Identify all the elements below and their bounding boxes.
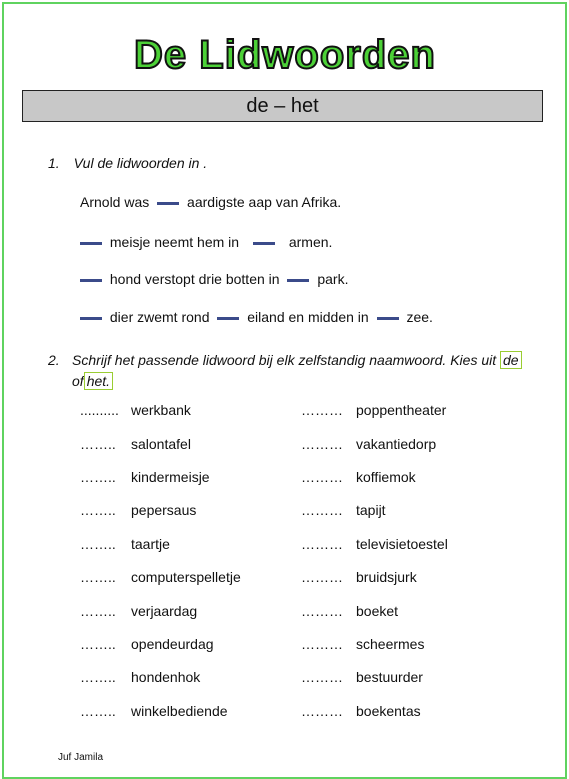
noun-word: computerspelletje bbox=[131, 569, 241, 585]
answer-blank[interactable]: …….. bbox=[80, 603, 116, 619]
answer-blank[interactable]: …….. bbox=[80, 703, 116, 719]
blank-line[interactable] bbox=[80, 279, 102, 282]
question-2-instruction: Schrijf het passende lidwoord bij elk zelfstandig naamwoord. Kies uit bbox=[72, 352, 497, 368]
footer-author: Juf Jamila bbox=[58, 752, 104, 763]
sentence-4-part-a: dier zwemt rond bbox=[109, 309, 210, 325]
answer-blank[interactable]: .......... bbox=[80, 402, 119, 418]
noun-word: scheermes bbox=[356, 636, 425, 652]
worksheet-title-text: De Lidwoorden bbox=[133, 33, 436, 77]
noun-word: boeket bbox=[356, 603, 399, 619]
blank-line[interactable] bbox=[80, 242, 102, 245]
noun-word: salontafel bbox=[131, 436, 191, 452]
noun-word: bestuurder bbox=[356, 669, 423, 685]
answer-blank[interactable]: ……… bbox=[301, 469, 343, 485]
question-1 bbox=[48, 155, 207, 171]
noun-word: verjaardag bbox=[131, 603, 198, 619]
noun-word: boekentas bbox=[356, 703, 421, 719]
noun-word: bruidsjurk bbox=[356, 569, 417, 585]
question-1-instruction: Vul de lidwoorden in . bbox=[73, 155, 208, 171]
question-2-number: 2. bbox=[48, 352, 60, 368]
noun-word: taartje bbox=[131, 536, 170, 552]
blank-line[interactable] bbox=[217, 317, 239, 320]
sentence-3 bbox=[76, 271, 348, 287]
sentence-2-part-a: meisje neemt hem in bbox=[109, 234, 240, 250]
sentence-2 bbox=[76, 234, 332, 250]
blank-line[interactable] bbox=[80, 317, 102, 320]
question-2 bbox=[48, 350, 538, 392]
answer-blank[interactable]: …….. bbox=[80, 536, 116, 552]
blank-line[interactable] bbox=[253, 242, 275, 245]
answer-blank[interactable]: ……… bbox=[301, 502, 343, 518]
sentence-2-part-b: armen. bbox=[288, 234, 333, 250]
worksheet-title bbox=[0, 28, 569, 78]
option-het: het. bbox=[84, 372, 113, 390]
noun-word: koffiemok bbox=[356, 469, 416, 485]
answer-blank[interactable]: ……… bbox=[301, 436, 343, 452]
sentence-1-part-b: aardigste aap van Afrika. bbox=[187, 194, 342, 210]
noun-word: vakantiedorp bbox=[356, 436, 437, 452]
sentence-4-part-c: zee. bbox=[406, 309, 433, 325]
answer-blank[interactable]: …….. bbox=[80, 469, 116, 485]
noun-word: winkelbediende bbox=[131, 703, 228, 719]
answer-blank[interactable]: …….. bbox=[80, 502, 116, 518]
noun-word: opendeurdag bbox=[131, 636, 214, 652]
answer-blank[interactable]: …….. bbox=[80, 636, 116, 652]
blank-line[interactable] bbox=[377, 317, 399, 320]
answer-blank[interactable]: ……… bbox=[301, 703, 343, 719]
subtitle-bar bbox=[22, 90, 543, 122]
answer-blank[interactable]: ……… bbox=[301, 569, 343, 585]
noun-word: tapijt bbox=[356, 502, 386, 518]
option-de: de bbox=[500, 351, 522, 369]
answer-blank[interactable]: ……… bbox=[301, 603, 343, 619]
answer-blank[interactable]: …….. bbox=[80, 669, 116, 685]
noun-word: hondenhok bbox=[131, 669, 201, 685]
answer-blank[interactable]: ……… bbox=[301, 636, 343, 652]
sentence-4 bbox=[76, 309, 433, 325]
subtitle-text: de – het bbox=[246, 95, 319, 117]
noun-word: werkbank bbox=[131, 402, 191, 418]
sentence-4-part-b: eiland en midden in bbox=[247, 309, 369, 325]
noun-word: pepersaus bbox=[131, 502, 197, 518]
answer-blank[interactable]: ……… bbox=[301, 402, 343, 418]
noun-word: kindermeisje bbox=[131, 469, 210, 485]
sentence-3-part-b: park. bbox=[317, 271, 349, 287]
sentence-3-part-a: hond verstopt drie botten in bbox=[109, 271, 280, 287]
noun-word: poppentheater bbox=[356, 402, 447, 418]
answer-blank[interactable]: …….. bbox=[80, 436, 116, 452]
question-2-instruction-of: of bbox=[72, 373, 84, 389]
sentence-1 bbox=[80, 194, 341, 210]
blank-line[interactable] bbox=[287, 279, 309, 282]
answer-blank[interactable]: ……… bbox=[301, 536, 343, 552]
sentence-1-part-a: Arnold was bbox=[80, 194, 150, 210]
noun-word: televisietoestel bbox=[356, 536, 448, 552]
question-1-number: 1. bbox=[48, 155, 60, 171]
blank-line[interactable] bbox=[157, 202, 179, 205]
answer-blank[interactable]: ……… bbox=[301, 669, 343, 685]
answer-blank[interactable]: …….. bbox=[80, 569, 116, 585]
